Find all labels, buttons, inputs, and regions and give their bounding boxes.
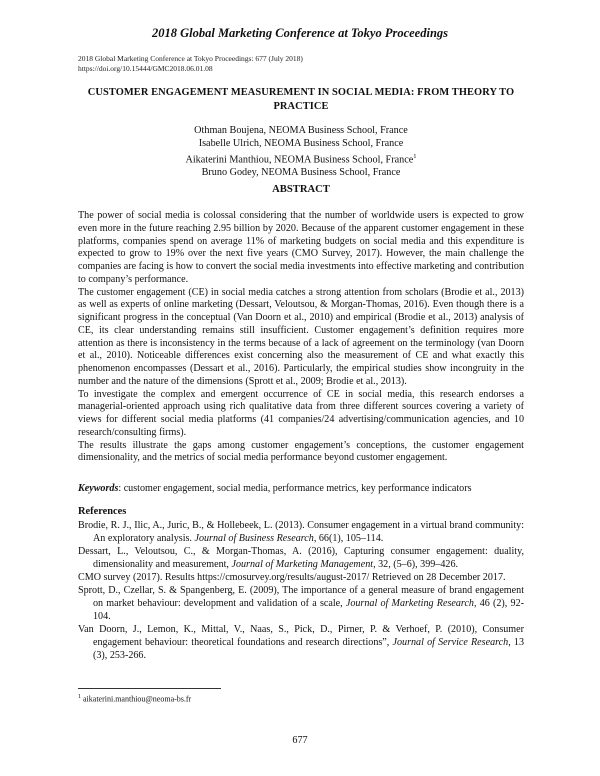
footnote-marker: 1 bbox=[413, 153, 417, 160]
citation-block bbox=[78, 54, 538, 74]
author-list bbox=[78, 124, 524, 179]
footnote bbox=[78, 694, 191, 704]
author-line: Isabelle Ulrich, NEOMA Business School, France bbox=[198, 138, 404, 149]
author-name: Aikaterini Manthiou, NEOMA Business School, France bbox=[185, 154, 414, 166]
abstract-paragraph: To investigate the complex and emergent occurrence of CE in social media, this research endorses a managerial-oriented approach using rich qualitative data from three different sources covering a variety of views for different social media platforms (41 companies/24 advertising/communication agencies, and 10 research/consulting firms). bbox=[78, 388, 524, 438]
keywords-text: : customer engagement, social media, performance metrics, key performance indicators bbox=[118, 483, 472, 494]
keywords-label: Keywords bbox=[78, 483, 119, 494]
abstract-paragraph: The power of social media is colossal considering that the number of worldwide users is expected to grow even more in the future reaching 2.95 billion by 2020. Because of the apparent customer engagement in these platforms, companies spend on average 11% of marketing budgets on social media and this expenditure is expected to grow to 19% over the next five years (CMO Survey, 2017). However, the main challenge the companies are facing is how to convert the social media investments into effective marketing and contribution to company’s performance. bbox=[78, 210, 524, 285]
author-line: Othman Boujena, NEOMA Business School, France bbox=[194, 125, 408, 136]
keywords-line bbox=[78, 483, 524, 496]
author-line bbox=[78, 150, 524, 166]
references-heading: References bbox=[78, 506, 127, 517]
footnote-email[interactable]: aikaterini.manthiou@neoma-bs.fr bbox=[81, 694, 192, 704]
reference-item: Brodie, R. J., Ilic, A., Juric, B., & Hollebeek, L. (2013). Consumer engagement in a virtual brand community: An exploratory analysis. Journal of Business Research, 66(1), 105–114. bbox=[78, 520, 524, 544]
reference-item: CMO survey (2017). Results https://cmosurvey.org/results/august-2017/ Retrieved on 28 December 2017. bbox=[78, 572, 506, 583]
footnote-marker: 1 bbox=[78, 694, 81, 700]
author-line: Bruno Godey, NEOMA Business School, France bbox=[201, 167, 401, 179]
abstract-paragraph: The customer engagement (CE) in social media catches a strong attention from scholars (Brodie et al., 2013) as well as experts of online marketing (Dessart, Veloutsou, & Morgan-Thomas, 2016). Even though there is a significant progress in the conceptual (Van Doorn et al., 2010) and empirical (Brodie et al., 2013) analysis of CE, its clear understanding remains still insufficient. Customer engagement’s definition requires more attention as there is inconsistency in the terms because of a lack of agreement on the terminology (van Doorn et al., 2010). Noticeable differences exist concerning also the measurement of CE and what exactly this phenomenon encompasses (Dessart et al., 2016). Particularly, the empirical studies show incongruity in the number and the nature of the dimensions (Sprott et al., 2009; Brodie et al., 2013). bbox=[78, 286, 524, 387]
doi-link[interactable]: https://doi.org/10.15444/GMC2018.06.01.08 bbox=[78, 64, 213, 73]
reference-item: Sprott, D., Czellar, S. & Spangenberg, E. (2009), The importance of a general measure of brand engagement on market behaviour: development and validation of a scale, Journal of Marketing Research, 46 (2), 92-104. bbox=[78, 585, 524, 622]
abstract-heading: ABSTRACT bbox=[272, 184, 330, 195]
page-number: 677 bbox=[292, 735, 308, 746]
paper-title: CUSTOMER ENGAGEMENT MEASUREMENT IN SOCIAL MEDIA: FROM THEORY TO PRACTICE bbox=[87, 87, 515, 112]
reference-item: Dessart, L., Veloutsou, C., & Morgan-Thomas, A. (2016), Capturing consumer engagement: duality, dimensionality and measurement, Journal of Marketing Management, 32, (5–6), 399–426. bbox=[78, 546, 524, 570]
citation-line: 2018 Global Marketing Conference at Tokyo Proceedings: 677 (July 2018) bbox=[78, 54, 303, 63]
running-head: 2018 Global Marketing Conference at Tokyo Proceedings bbox=[151, 26, 449, 40]
abstract-body bbox=[78, 210, 524, 465]
abstract-paragraph: The results illustrate the gaps among customer engagement’s conceptions, the customer engagement dimensionality, and the metrics of social media performance beyond customer engagement. bbox=[78, 439, 524, 464]
references-list bbox=[78, 520, 524, 663]
reference-item: Van Doorn, J., Lemon, K., Mittal, V., Naas, S., Pick, D., Pirner, P. & Verhoef, P. (2010), Consumer engagement behaviour: theoretical foundations and research directions”, Journal of Service Research, 13 (3), 253-266. bbox=[78, 624, 525, 661]
footnote-divider bbox=[78, 688, 221, 689]
